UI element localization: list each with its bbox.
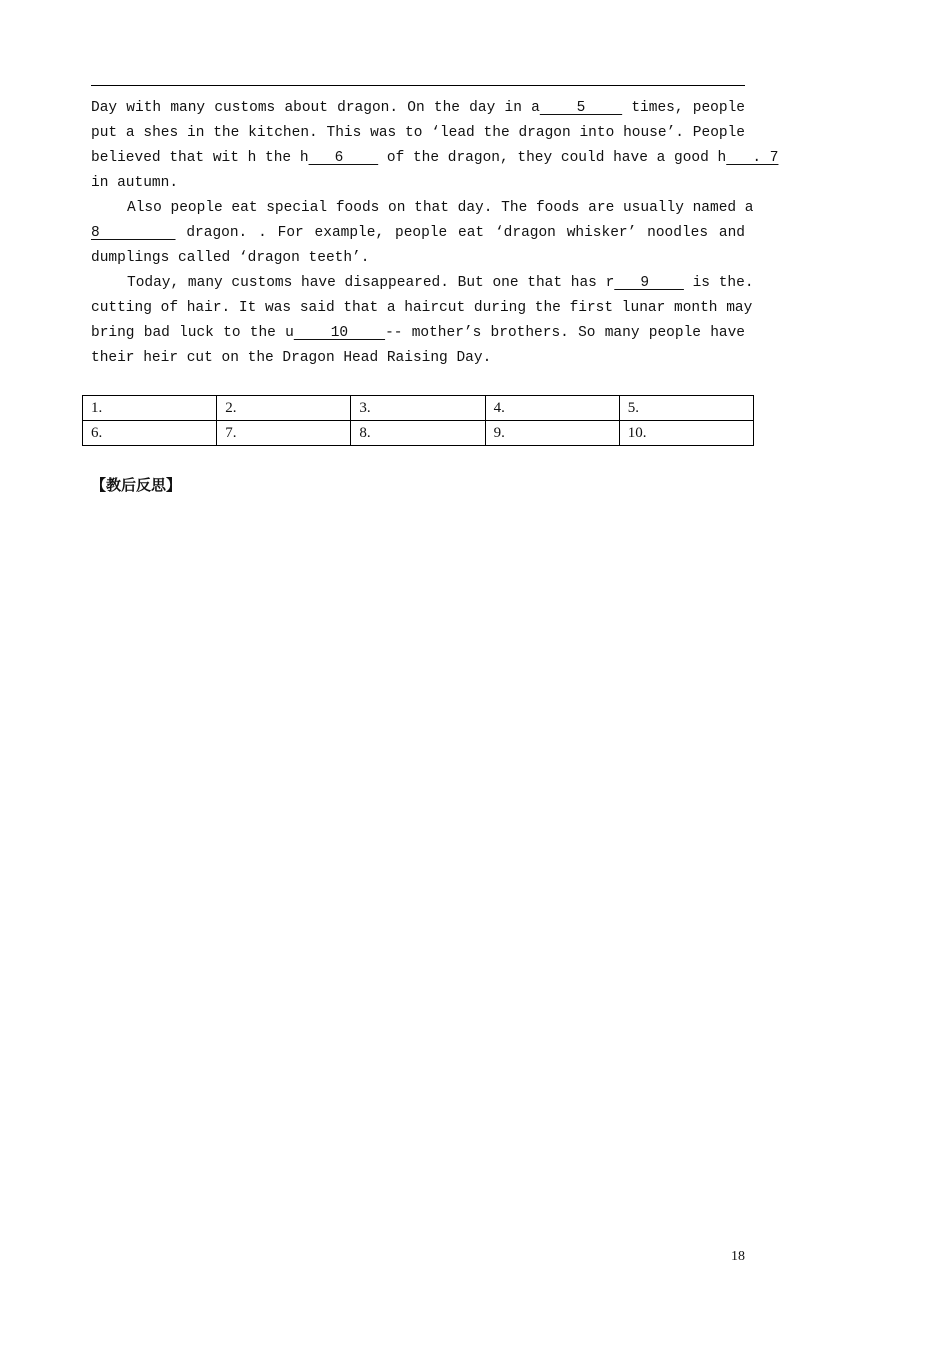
passage-line: dumplings called ‘dragon teeth’. — [91, 250, 370, 266]
text-segment: -- mother’s brothers. So many people have — [385, 325, 746, 341]
passage-line — [91, 96, 745, 121]
blank-8: 8 — [91, 225, 176, 241]
passage-line — [91, 221, 745, 246]
blank-9: 9 — [614, 275, 684, 291]
text-segment: dragon. . For example, people eat ‘dragon whisker’ noodles and — [175, 225, 745, 241]
passage-paragraph-2 — [91, 196, 754, 271]
text-segment: bring bad luck to the u — [91, 325, 294, 341]
blank-6: 6 — [308, 150, 379, 166]
blank-5: 5 — [539, 100, 623, 116]
text-segment: Day with many customs about dragon. On the day in a — [91, 100, 540, 116]
text-segment: believed that wit h the h — [91, 150, 309, 166]
answer-cell-6: 6. — [83, 421, 217, 446]
answer-cell-5: 5. — [619, 396, 753, 421]
answer-cell-7: 7. — [217, 421, 351, 446]
passage-line — [91, 146, 779, 171]
blank-10: 10 — [293, 325, 386, 341]
answer-cell-1: 1. — [83, 396, 217, 421]
answer-row-2 — [83, 421, 754, 446]
answer-cell-4: 4. — [485, 396, 619, 421]
text-segment: Today, many customs have disappeared. But one that has r — [127, 275, 615, 291]
passage-line: put a shes in the kitchen. This was to ‘lead the dragon into house’. People — [91, 125, 745, 141]
passage-line: Also people eat special foods on that day. The foods are usually named a — [127, 200, 754, 216]
reflection-heading: 【教后反思】 — [91, 476, 182, 494]
blank-7: . 7 — [726, 150, 779, 166]
page-number: 18 — [731, 1249, 745, 1264]
text-segment: times, people — [622, 100, 745, 116]
answer-cell-8: 8. — [351, 421, 485, 446]
answer-table — [82, 395, 754, 446]
top-rule — [91, 85, 745, 86]
text-segment: is the. — [683, 275, 754, 291]
answer-cell-3: 3. — [351, 396, 485, 421]
passage-paragraph-1 — [91, 96, 779, 196]
answer-cell-2: 2. — [217, 396, 351, 421]
passage-paragraph-3 — [91, 271, 754, 371]
text-segment: of the dragon, they could have a good h — [378, 150, 727, 166]
answer-cell-10: 10. — [619, 421, 753, 446]
passage-line — [91, 321, 745, 346]
passage-line: in autumn. — [91, 175, 179, 191]
passage-line: cutting of hair. It was said that a haircut during the first lunar month may — [91, 300, 753, 316]
passage-line — [91, 271, 754, 296]
passage-line: their heir cut on the Dragon Head Raising Day. — [91, 350, 492, 366]
answer-cell-9: 9. — [485, 421, 619, 446]
answer-row-1 — [83, 396, 754, 421]
